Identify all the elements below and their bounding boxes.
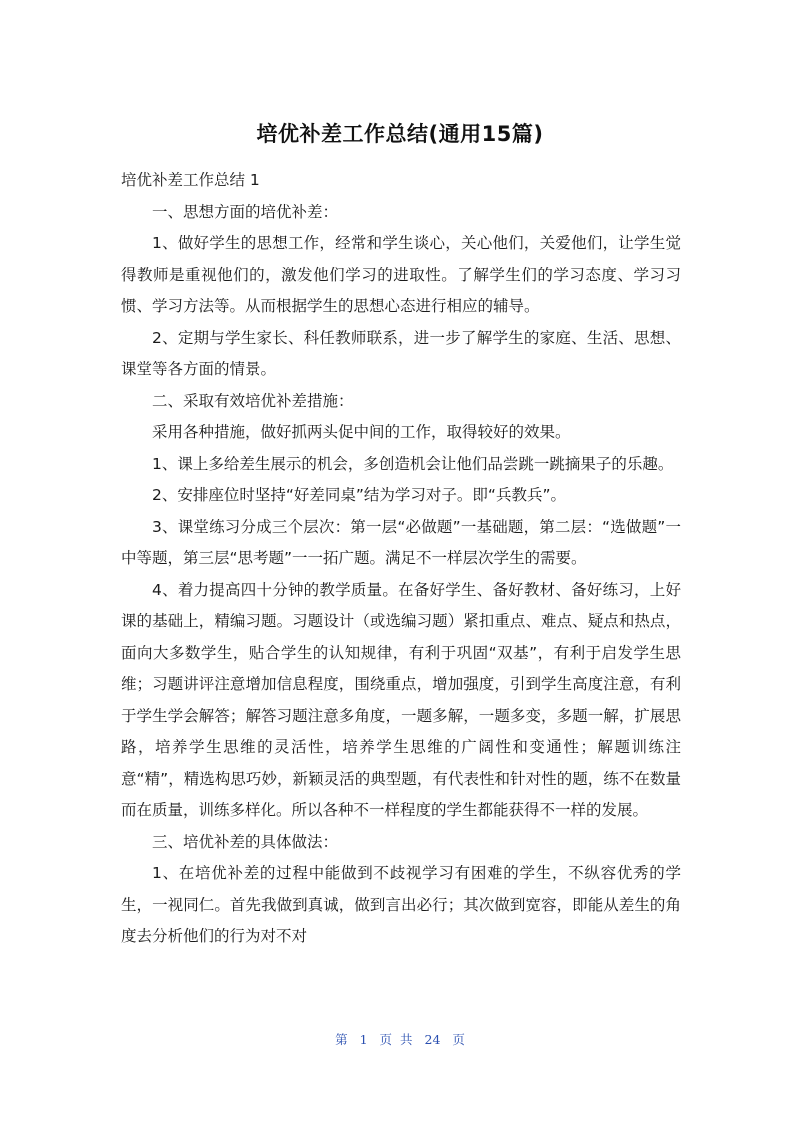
- subsection-heading: 三、培优补差的具体做法：: [152, 832, 339, 851]
- paragraph: 1、做好学生的思想工作，经常和学生谈心，关心他们，关爱他们，让学生觉得教师是重视他们的，激发他们学习的进取性。了解学生们的学习态度、学习习惯、学习方法等。从而根据学生的思想心态进行相应的辅导。: [121, 234, 681, 315]
- page-footer: [0, 1030, 800, 1048]
- paragraph: 1、课上多给差生展示的机会，多创造机会让他们品尝跳一跳摘果子的乐趣。: [152, 454, 674, 473]
- footer-label-pages: 页: [452, 1032, 465, 1047]
- paragraph: 采用各种措施，做好抓两头促中间的工作，取得较好的效果。: [152, 423, 571, 441]
- paragraph: 2、定期与学生家长、科任教师联系，进一步了解学生的家庭、生活、思想、课堂等各方面的情景。: [121, 328, 681, 378]
- footer-total-pages: 24: [424, 1032, 441, 1047]
- section-heading: 培优补差工作总结 1: [121, 171, 260, 189]
- footer-current-page: 1: [359, 1032, 368, 1047]
- paragraph: 1、在培优补差的过程中能做到不歧视学习有困难的学生，不纵容优秀的学生，一视同仁。首先我做到真诚，做到言出必行；其次做到宽容，即能从差生的角度去分析他们的行为对不对: [121, 864, 681, 945]
- paragraph: 2、安排座位时坚持“好差同桌”结为学习对子。即“兵教兵”。: [152, 486, 566, 504]
- paragraph: 3、课堂练习分成三个层次：第一层“必做题”一基础题，第二层：“选做题”一中等题，第三层“思考题”一一拓广题。满足不一样层次学生的需要。: [121, 517, 681, 567]
- subsection-heading: 一、思想方面的培优补差：: [152, 202, 339, 221]
- paragraph: 4、着力提高四十分钟的教学质量。在备好学生、备好教材、备好练习，上好课的基础上，精编习题。习题设计（或选编习题）紧扣重点、难点、疑点和热点，面向大多数学生，贴合学生的认知规律，有利于巩固“双基”，有利于启发学生思维；习题讲评注意增加信息程度，围绕重点，增加强度，引到学生高度注意，有利于学生学会解答；解答习题注意多角度，一题多解，一题多变，多题一解，扩展思路，培养学生思维的灵活性，培养学生思维的广阔性和变通性；解题训练注意“精”，精选构思巧妙，新颖灵活的典型题，有代表性和针对性的题，练不在数量而在质量，训练多样化。所以各种不一样程度的学生都能获得不一样的发展。: [121, 580, 681, 819]
- footer-label-of: 页 共: [379, 1032, 413, 1047]
- footer-label-page: 第: [335, 1032, 348, 1047]
- subsection-heading: 二、采取有效培优补差措施：: [152, 391, 354, 410]
- document-body: [121, 165, 681, 953]
- document-title: 培优补差工作总结(通用15篇): [256, 122, 544, 146]
